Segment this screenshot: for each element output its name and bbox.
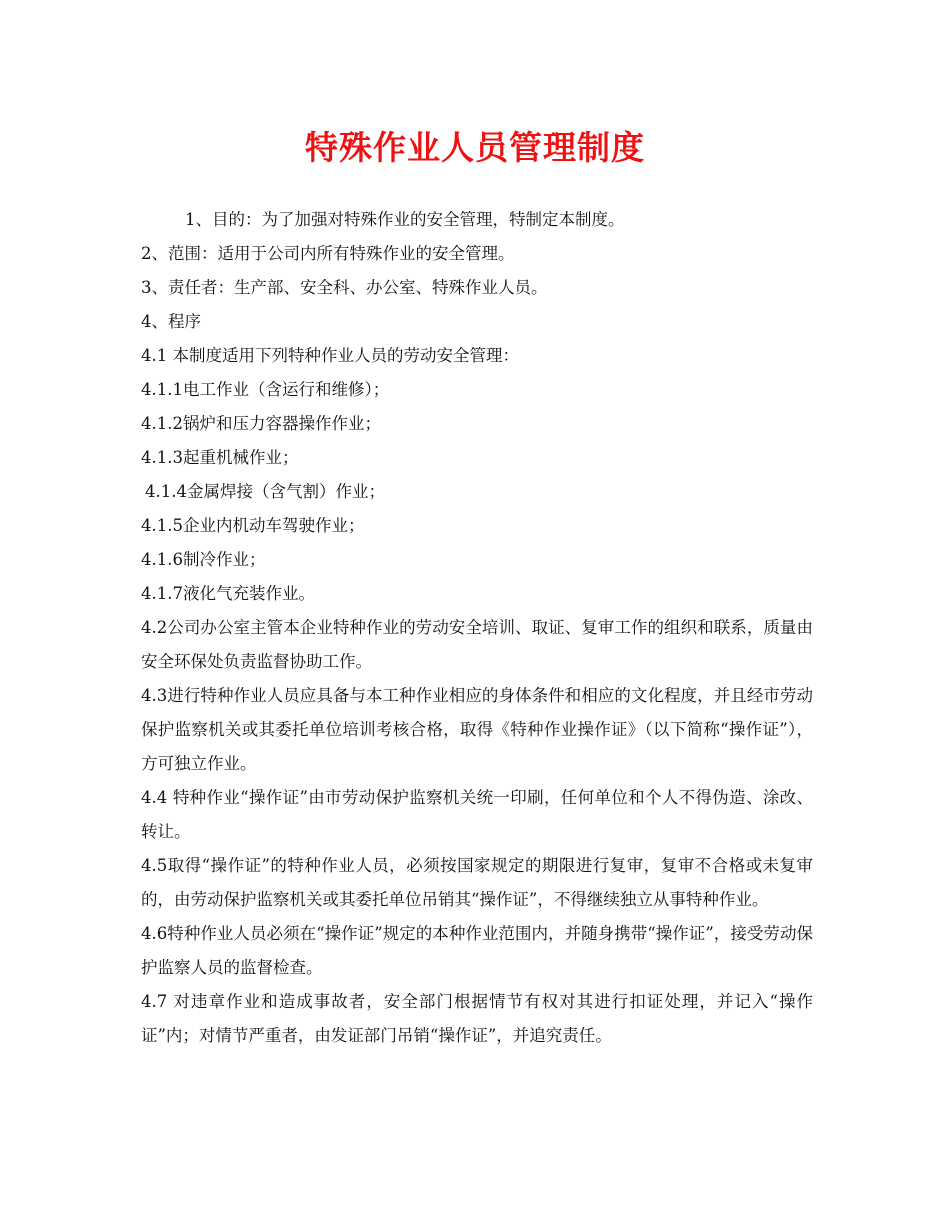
paragraph-4-7: 4.7 对违章作业和造成事故者，安全部门根据情节有权对其进行扣证处理，并记入“操作证”内；对情节严重者，由发证部门吊销“操作证”，并追究责任。 xyxy=(141,992,813,1045)
paragraph-4-1-5: 4.1.5企业内机动车驾驶作业； xyxy=(141,516,365,535)
paragraph-scope: 2、范围：适用于公司内所有特殊作业的安全管理。 xyxy=(141,244,515,263)
paragraph-4-1: 4.1 本制度适用下列特种作业人员的劳动安全管理： xyxy=(141,346,519,365)
document-title: 特殊作业人员管理制度 xyxy=(305,128,645,167)
paragraph-responsible: 3、责任者：生产部、安全科、办公室、特殊作业人员。 xyxy=(141,278,548,297)
paragraph-4-6: 4.6特种作业人员必须在“操作证”规定的本种作业范围内，并随身携带“操作证”，接受劳动保护监察人员的监督检查。 xyxy=(141,924,813,977)
document-body xyxy=(141,203,813,1053)
paragraph-4-1-3: 4.1.3起重机械作业； xyxy=(141,448,299,467)
paragraph-4-1-4: 4.1.4金属焊接（含气割）作业； xyxy=(145,482,385,501)
paragraph-4-2: 4.2公司办公室主管本企业特种作业的劳动安全培训、取证、复审工作的组织和联系，质量由安全环保处负责监督协助工作。 xyxy=(141,618,813,671)
paragraph-purpose: 1、目的：为了加强对特殊作业的安全管理，特制定本制度。 xyxy=(185,210,625,229)
paragraph-4-4: 4.4 特种作业“操作证”由市劳动保护监察机关统一印刷，任何单位和个人不得伪造、涂改、转让。 xyxy=(141,788,813,841)
paragraph-procedure-heading: 4、程序 xyxy=(141,312,201,331)
paragraph-4-5: 4.5取得“操作证”的特种作业人员，必须按国家规定的期限进行复审，复审不合格或未复审的，由劳动保护监察机关或其委托单位吊销其“操作证”，不得继续独立从事特种作业。 xyxy=(141,856,813,909)
paragraph-4-1-6: 4.1.6制冷作业； xyxy=(141,550,266,569)
paragraph-4-3: 4.3进行特种作业人员应具备与本工种作业相应的身体条件和相应的文化程度，并且经市劳动保护监察机关或其委托单位培训考核合格，取得《特种作业操作证》（以下简称“操作证”），方可独立作业。 xyxy=(141,686,813,773)
paragraph-4-1-2: 4.1.2锅炉和压力容器操作作业； xyxy=(141,414,381,433)
paragraph-4-1-7: 4.1.7液化气充装作业。 xyxy=(141,584,315,603)
paragraph-4-1-1: 4.1.1电工作业（含运行和维修）； xyxy=(141,380,390,399)
